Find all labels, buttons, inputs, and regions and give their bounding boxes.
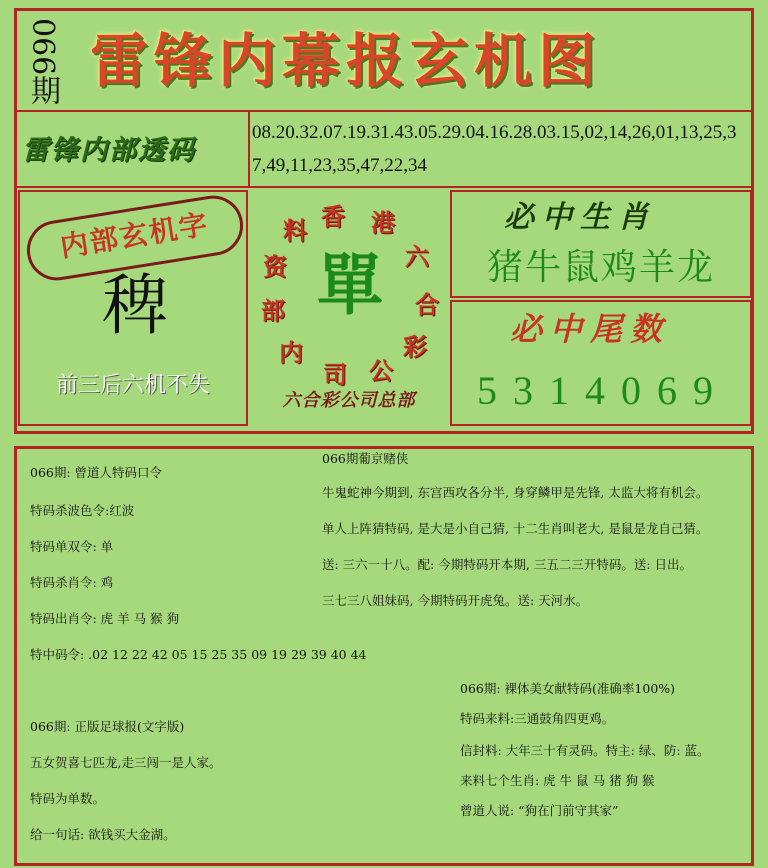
zodiac-list: 猪牛鼠鸡羊龙 [486,247,715,288]
section-title: 066期葡京赌侠 [322,451,409,466]
numbers-list: 08.20.32.07.19.31.43.05.29.04.16.28.03.15,02,14,26,01,13,25,37,49,11,23,35,47,22,34 [252,122,737,176]
list-item: 特中码令: .02 12 22 42 05 15 25 35 09 19 29 39 40 44 [30,647,367,662]
list-item: 送: 三六一十八。配: 今期特码开本期, 三五二三开特码。送: 日出。 [322,557,693,572]
list-item: 066期: 裸体美女献特码(准确率100%) [460,681,676,696]
list-item: 066期: 曾道人特码口令 [30,465,163,480]
list-item: 给一句话: 欲钱买大金湖。 [30,827,176,842]
list-item: 066期: 正版足球报(文字版) [30,719,185,734]
list-item: 特码杀肖令: 鸡 [30,575,114,590]
ring-char: 彩 [403,332,427,361]
list-item: 特码杀波色令:红波 [30,503,135,518]
list-item: 单人上阵猜特码, 是大是小自己猜, 十二生肖叫老大, 是鼠是龙自己猜。 [322,521,709,536]
list-item: 特码出肖令: 虎 羊 马 猴 狗 [30,611,180,626]
ring-char: 司 [323,360,347,389]
page-title: 雷锋内幕报玄机图 [90,27,603,95]
tail-digits: 5314069 [477,368,729,413]
list-item: 特码来料:三通鼓角四更鸡。 [460,711,615,726]
ring-char: 港 [371,208,395,237]
ring-char: 合 [415,290,439,319]
center-panel [250,190,448,426]
list-item: 信封料: 大年三十有灵码。特主: 绿、防: 蓝。 [460,743,710,758]
secret-caption: 前三后六机不失 [55,373,210,398]
list-item: 五女贺喜七匹龙,走三闯一是人家。 [30,755,222,770]
list-item: 三七三八姐妹码, 今期特码开虎兔。送: 天河水。 [322,593,589,608]
ring-char: 公 [369,356,393,385]
company-label: 六合彩公司总部 [282,390,416,411]
zodiac-title: 必中生肖 [504,200,656,235]
ring-char: 料 [283,216,307,245]
issue-number: 066期 [25,18,60,106]
tail-title: 必中尾数 [509,310,670,348]
ring-char: 内 [279,338,303,367]
center-character: 單 [317,246,383,324]
secret-word-badge: 内部玄机字 [23,191,248,284]
ring-char: 部 [261,296,285,325]
list-item: 特码为单数。 [30,791,106,806]
list-item: 曾道人说: “狗在门前守其家” [460,803,619,818]
list-item: 来料七个生肖: 虎 牛 鼠 马 猪 狗 猴 [460,773,655,788]
ring-char: 香 [321,202,345,231]
band-label: 雷锋内部透码 [22,135,196,166]
list-item: 特码单双令: 单 [30,539,114,554]
ring-char: 六 [405,242,429,271]
secret-character: 稗 [102,267,168,344]
list-item: 牛鬼蛇神今期到, 东宫西攻各分半, 身穿鳞甲是先锋, 太监大将有机会。 [322,485,709,500]
band-divider [248,112,250,186]
ring-char: 资 [263,252,287,281]
